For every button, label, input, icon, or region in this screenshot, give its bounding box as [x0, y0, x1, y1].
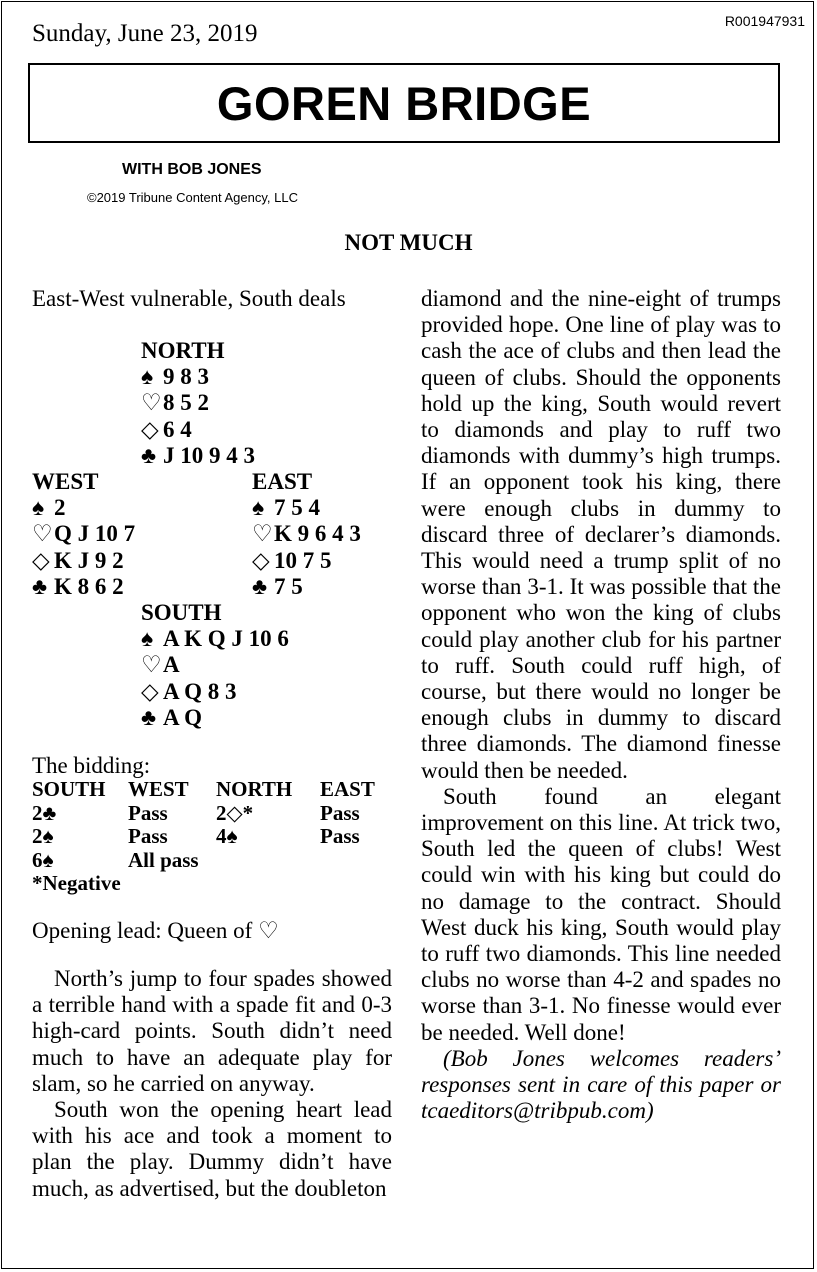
- west-spades: ♠ 2: [32, 495, 66, 521]
- bidding-header: SOUTH: [32, 777, 106, 801]
- paragraph-1: North’s jump to four spades showed a terrible hand with a spade fit and 0-3 high-card points. South didn’t need much to have an adequate play for slam, so he carried on anyway.: [32, 966, 392, 1096]
- bidding-row: [32, 849, 416, 873]
- column-masthead: GOREN BRIDGE: [216, 76, 592, 130]
- bid-cell: All pass: [128, 847, 199, 872]
- west-clubs: ♣ K 8 6 2: [32, 573, 124, 599]
- west-label: WEST: [32, 469, 99, 494]
- bid-cell: 2♣: [32, 800, 57, 825]
- north-hearts: ♡8 5 2: [141, 390, 209, 416]
- bidding-table: [32, 778, 416, 896]
- diamond-icon: ◇: [32, 547, 50, 573]
- heart-icon: ♡: [252, 521, 273, 547]
- west-hand: [32, 469, 135, 600]
- diamond-icon: ◇: [252, 547, 270, 573]
- spade-icon: ♠: [32, 495, 45, 521]
- paragraph-2-start: South won the opening heart lead with his ace and took a moment to plan the play. Dummy didn’t have much, as advertised, but the doubleton: [32, 1097, 392, 1201]
- south-clubs: ♣ A Q: [141, 704, 202, 730]
- south-spades: ♠ A K Q J 10 6: [141, 626, 289, 652]
- bidding-header: EAST: [320, 777, 375, 801]
- bid-cell: 2◇*: [216, 800, 254, 825]
- bid-cell: 6♠: [32, 847, 54, 872]
- bidding-footnote: *Negative: [32, 871, 121, 895]
- bidding-header: NORTH: [216, 777, 293, 801]
- spade-icon: ♠: [141, 364, 154, 390]
- body-right: [421, 286, 781, 1125]
- south-label: SOUTH: [141, 600, 222, 625]
- bid-cell: 2♠: [32, 824, 54, 848]
- spade-icon: ♠: [141, 626, 154, 652]
- east-label: EAST: [252, 469, 313, 494]
- heart-icon: ♡: [141, 652, 162, 678]
- vulnerability-line: East-West vulnerable, South deals: [32, 286, 346, 311]
- bid-cell: Pass: [320, 800, 360, 825]
- bid-cell: [216, 849, 320, 873]
- north-spades: ♠ 9 8 3: [141, 364, 209, 390]
- south-diamonds: ◇ A Q 8 3: [141, 678, 237, 704]
- south-hearts: ♡A: [141, 652, 180, 678]
- bid-cell: [320, 849, 416, 873]
- north-diamonds: ◇ 6 4: [141, 416, 192, 442]
- bidding-row: [32, 802, 416, 826]
- west-diamonds: ◇ K J 9 2: [32, 547, 124, 573]
- paragraph-3: South found an elegant improvement on this line. At trick two, South led the queen of clubs! West could win with his king but could do no damage to the contract. Should West duck his king, South would play to ruff two diamonds. This line needed clubs no worse than 4-2 and spades no worse than 3-1. No finesse would ever be needed. Well done!: [421, 783, 781, 1045]
- club-icon: ♣: [141, 704, 157, 730]
- club-icon: ♣: [141, 442, 157, 468]
- east-spades: ♠ 7 5 4: [252, 495, 320, 521]
- bid-cell: Pass: [320, 824, 360, 848]
- bidding-header: WEST: [128, 777, 189, 801]
- title-box: [28, 63, 780, 143]
- north-label: NORTH: [141, 338, 225, 363]
- paragraph-2-continued: diamond and the nine-eight of trumps provided hope. One line of play was to cash the ace of clubs and then lead the queen of clubs. Should the opponents hold up the king, South would revert to diamonds and play to ruff two diamonds with dummy’s high trumps. If an opponent took his king, there were enough clubs in dummy to discard three of declarer’s diamonds. This would need a trump split of no worse than 3-1. It was possible that the opponent who won the king of clubs could play another club for his partner to ruff. South could ruff high, of course, but there would no longer be enough clubs in dummy to discard three diamonds. The diamond finesse would then be needed.: [421, 286, 781, 783]
- publication-date: Sunday, June 23, 2019: [32, 20, 258, 47]
- opening-lead: Opening lead: Queen of ♡: [32, 918, 279, 943]
- article-title: NOT MUCH: [344, 230, 473, 255]
- heart-icon: ♡: [32, 521, 53, 547]
- heart-icon: ♡: [141, 390, 162, 416]
- bid-cell: Pass: [128, 824, 168, 848]
- club-icon: ♣: [32, 573, 48, 599]
- east-diamonds: ◇ 10 7 5: [252, 547, 332, 573]
- east-hearts: ♡K 9 6 4 3: [252, 521, 361, 547]
- west-hearts: ♡Q J 10 7: [32, 521, 136, 547]
- bidding-label: The bidding:: [32, 753, 151, 778]
- closing-note: (Bob Jones welcomes readers’ responses sent in care of this paper or tcaeditors@tribpub.com): [421, 1045, 781, 1124]
- reference-id: R001947931: [724, 13, 805, 29]
- bid-cell: 4♠: [216, 824, 238, 848]
- south-hand: [141, 600, 289, 731]
- right-column: [421, 286, 781, 1125]
- body-left: [32, 966, 392, 1202]
- copyright-notice: ©2019 Tribune Content Agency, LLC: [87, 190, 298, 205]
- spade-icon: ♠: [252, 495, 265, 521]
- club-icon: ♣: [252, 573, 268, 599]
- byline: WITH BOB JONES: [122, 161, 262, 178]
- north-hand: [141, 338, 255, 469]
- diamond-icon: ◇: [141, 678, 159, 704]
- bidding-header-row: [32, 778, 416, 802]
- bid-cell: Pass: [128, 800, 168, 825]
- east-clubs: ♣ 7 5: [252, 573, 303, 599]
- north-clubs: ♣ J 10 9 4 3: [141, 442, 255, 468]
- east-hand: [252, 469, 361, 600]
- diamond-icon: ◇: [141, 416, 159, 442]
- bidding-row: [32, 825, 416, 849]
